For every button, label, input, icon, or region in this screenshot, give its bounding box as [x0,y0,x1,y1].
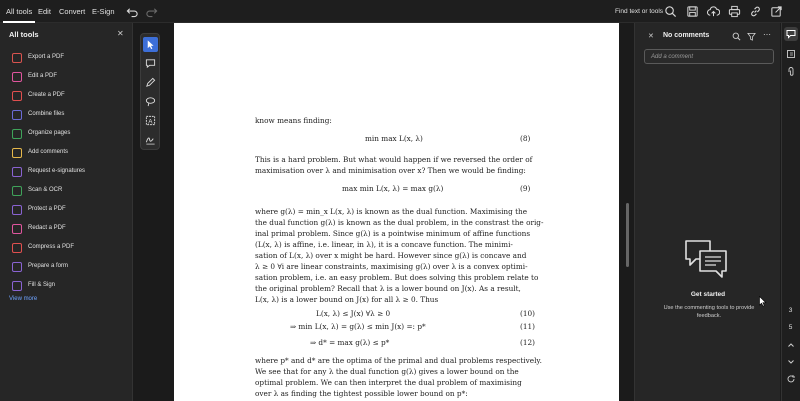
doc-text-line: sation problem, i.e. an easy problem. But does solving this problem relate to [255,273,539,282]
refresh-icon[interactable] [786,374,796,384]
menu-edit[interactable]: Edit [38,7,51,16]
create-pdf-icon [12,91,22,101]
redo-icon[interactable] [145,5,158,18]
tool-compress-pdf[interactable] [12,243,130,255]
doc-text-line: maximisation over λ and minimisation over x? Then we would be finding: [255,166,526,175]
equation: L(x, λ) ≤ J(x) ∀λ ≥ 0 [316,309,391,318]
tool-label: Export a PDF [28,54,65,60]
more-options-icon[interactable]: ⋯ [763,30,771,39]
equation: ⇒ min L(x, λ) = g(λ) ≤ min J(x) =: p* [290,322,426,331]
export-pdf-icon [12,53,22,63]
doc-text-line: where p* and d* are the optima of the primal and dual problems respectively. [255,356,542,365]
comments-illustration-icon [682,237,730,279]
equation-number: (9) [520,184,531,193]
doc-text-line: (L(x, λ) is affine, i.e. linear, in λ), it is a concave function. The minimi- [255,240,513,249]
search-comments-icon[interactable] [732,32,741,41]
tool-fill-sign[interactable] [12,281,130,293]
doc-text-line: L(x, λ) is a lower bound on J(x) for all λ ≥ 0. Thus [255,295,439,304]
all-tools-title: All tools [9,30,39,39]
scan-ocr-icon [12,186,22,196]
tool-label: Combine files [28,111,65,117]
sign-tool-button[interactable] [143,132,158,147]
equation-number: (11) [520,322,535,331]
add-comments-icon [12,148,22,158]
doc-text-line: We see that for any λ the dual function g(λ) gives a lower bound on the [255,367,519,376]
view-more-link[interactable]: View more [9,296,38,302]
fill-sign-icon [12,281,22,291]
signature-icon [145,134,156,145]
menu-bar [0,0,800,23]
document-scrollbar[interactable] [626,203,629,267]
tool-label: Organize pages [28,130,71,136]
tool-label: Fill & Sign [28,282,56,288]
bookmark-icon[interactable] [786,49,796,59]
select-tool-button[interactable] [143,37,158,52]
close-icon[interactable]: ✕ [117,29,124,38]
equation: ⇒ d* = max g(λ) ≤ p* [310,338,390,347]
comment-tool-button[interactable] [143,56,158,71]
edit-pdf-icon [12,72,22,82]
tool-label: Request e-signatures [28,168,86,174]
equation-number: (10) [520,309,535,318]
find-text-or-tools[interactable]: Find text or tools [615,8,664,15]
page-down-icon[interactable] [786,357,796,367]
tool-edit-pdf[interactable] [12,72,130,84]
get-started-description: Use the commenting tools to provide feedback. [663,305,755,319]
tool-label: Add comments [28,149,69,155]
save-icon[interactable] [686,5,699,18]
page-number-current[interactable]: 3 [788,307,793,314]
cursor-icon [145,39,156,50]
organize-pages-icon [12,129,22,139]
doc-text-line: This is a hard problem. But what would happen if we reversed the order of [255,155,533,164]
doc-text-line: the dual function g(λ) is known as the dual problem, in the constrast the orig- [255,218,544,227]
text-box-icon [145,115,156,126]
prepare-form-icon [12,262,22,272]
doc-text-line: where g(λ) = min_x L(x, λ) is known as the dual function. Maximising the [255,207,528,216]
text-tool-button[interactable] [143,113,158,128]
filter-icon[interactable] [747,32,756,41]
tool-request-esignatures[interactable] [12,167,130,179]
comments-panel [634,23,780,401]
share-icon[interactable] [770,5,783,18]
doc-text-line: the original problem? Recall that λ is a lower bound on J(x). As a result, [255,284,521,293]
draw-tool-button[interactable] [143,75,158,90]
compress-pdf-icon [12,243,22,253]
doc-text-line: over λ as finding the tightest possible lower bound on p*: [255,389,468,398]
tool-label: Redact a PDF [28,225,66,231]
comment-add-icon [145,58,156,69]
close-comments-icon[interactable]: ✕ [648,33,654,40]
tool-label: Scan & OCR [28,187,63,193]
lasso-icon [145,96,156,107]
comment-rail-icon [786,29,796,39]
all-tools-panel [0,23,133,401]
tool-create-pdf[interactable] [12,91,130,103]
doc-text-line: λ ≥ 0 ∀i are linear constraints, maximising g(λ) over λ is a convex optimi- [255,262,528,271]
tool-label: Edit a PDF [28,73,58,79]
get-started-heading: Get started [690,291,726,298]
undo-icon[interactable] [126,5,139,18]
tool-add-comments[interactable] [12,148,130,160]
tool-scan-ocr[interactable] [12,186,130,198]
mouse-cursor-icon [759,296,767,307]
equation-number: (8) [520,134,531,143]
pen-icon [145,77,156,88]
tool-label: Create a PDF [28,92,65,98]
comments-title: No comments [663,32,710,39]
attachment-icon[interactable] [786,67,796,77]
svg-text:A: A [148,118,153,126]
search-icon[interactable] [664,5,677,18]
redact-pdf-icon [12,224,22,234]
page-up-icon[interactable] [786,340,796,350]
tool-organize-pages[interactable] [12,129,130,141]
protect-pdf-icon [12,205,22,215]
tool-label: Compress a PDF [28,244,75,250]
print-icon[interactable] [728,5,741,18]
shape-tool-button[interactable] [143,94,158,109]
menu-convert[interactable]: Convert [59,7,86,16]
tool-combine-files[interactable] [12,110,130,122]
tool-prepare-form[interactable] [12,262,130,274]
tool-redact-pdf[interactable] [12,224,130,236]
doc-text-line: know means finding: [255,116,332,125]
tool-label: Prepare a form [28,263,69,269]
link-icon[interactable] [749,5,762,18]
menu-esign[interactable]: E-Sign [92,7,115,16]
add-comment-input[interactable]: Add a comment [644,49,774,64]
quick-tools-bar [140,33,160,150]
tool-export-pdf[interactable] [12,53,130,65]
request-esignatures-icon [12,167,22,177]
equation: min max L(x, λ) [365,134,423,143]
tool-label: Protect a PDF [28,206,66,212]
doc-text-line: sation of L(x, λ) over x might be hard. However since g(λ) is concave and [255,251,527,260]
cloud-upload-icon[interactable] [707,5,720,18]
doc-text-line: inal primal problem. Since g(λ) is a pointwise minimum of affine functions [255,229,531,238]
doc-text-line: optimal problem. We can then interpret the dual problem of maximising [255,378,522,387]
tool-protect-pdf[interactable] [12,205,130,217]
page-number-total: 5 [788,324,793,331]
equation-number: (12) [520,338,535,347]
equation: max min L(x, λ) = max g(λ) [342,184,444,193]
combine-files-icon [12,110,22,120]
menu-all-tools[interactable]: All tools [3,0,35,23]
comments-rail-button[interactable] [784,27,798,41]
